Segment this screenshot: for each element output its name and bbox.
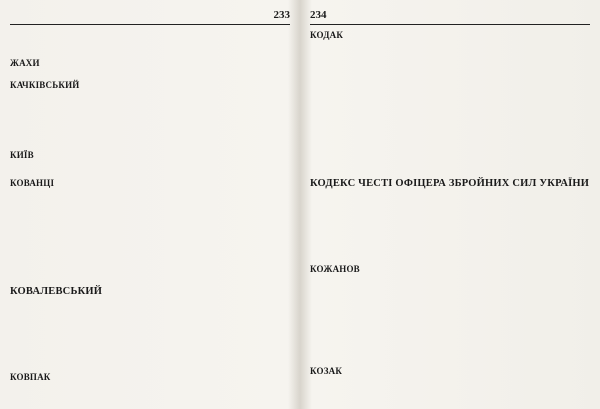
entry-headword: КОВПАК bbox=[10, 372, 51, 382]
entry-headword: КАЧКІВСЬКИЙ bbox=[10, 80, 80, 90]
left-entries bbox=[10, 28, 290, 403]
right-running-head bbox=[310, 6, 590, 25]
right-page bbox=[300, 0, 600, 409]
entry-headword: КОДЕКС ЧЕСТІ ОФІЦЕРА ЗБРОЙНИХ СИЛ УКРАЇНИ bbox=[310, 178, 590, 189]
entry-headword: КОДАК bbox=[310, 30, 344, 40]
left-page-number: 233 bbox=[273, 9, 290, 21]
left-running-head bbox=[10, 6, 290, 25]
right-page-number: 234 bbox=[310, 9, 327, 21]
entry-headword: КИЇВ bbox=[10, 150, 34, 160]
entry-headword: ЖАХИ bbox=[10, 58, 40, 68]
entry-headword: КОЖАНОВ bbox=[310, 264, 360, 274]
entry-headword: КОВАНЦІ bbox=[10, 178, 55, 188]
right-entries bbox=[310, 28, 590, 403]
entry-headword: КОЗАК bbox=[310, 366, 343, 376]
entry-headword: КОВАЛЕВСЬКИЙ bbox=[10, 286, 103, 297]
